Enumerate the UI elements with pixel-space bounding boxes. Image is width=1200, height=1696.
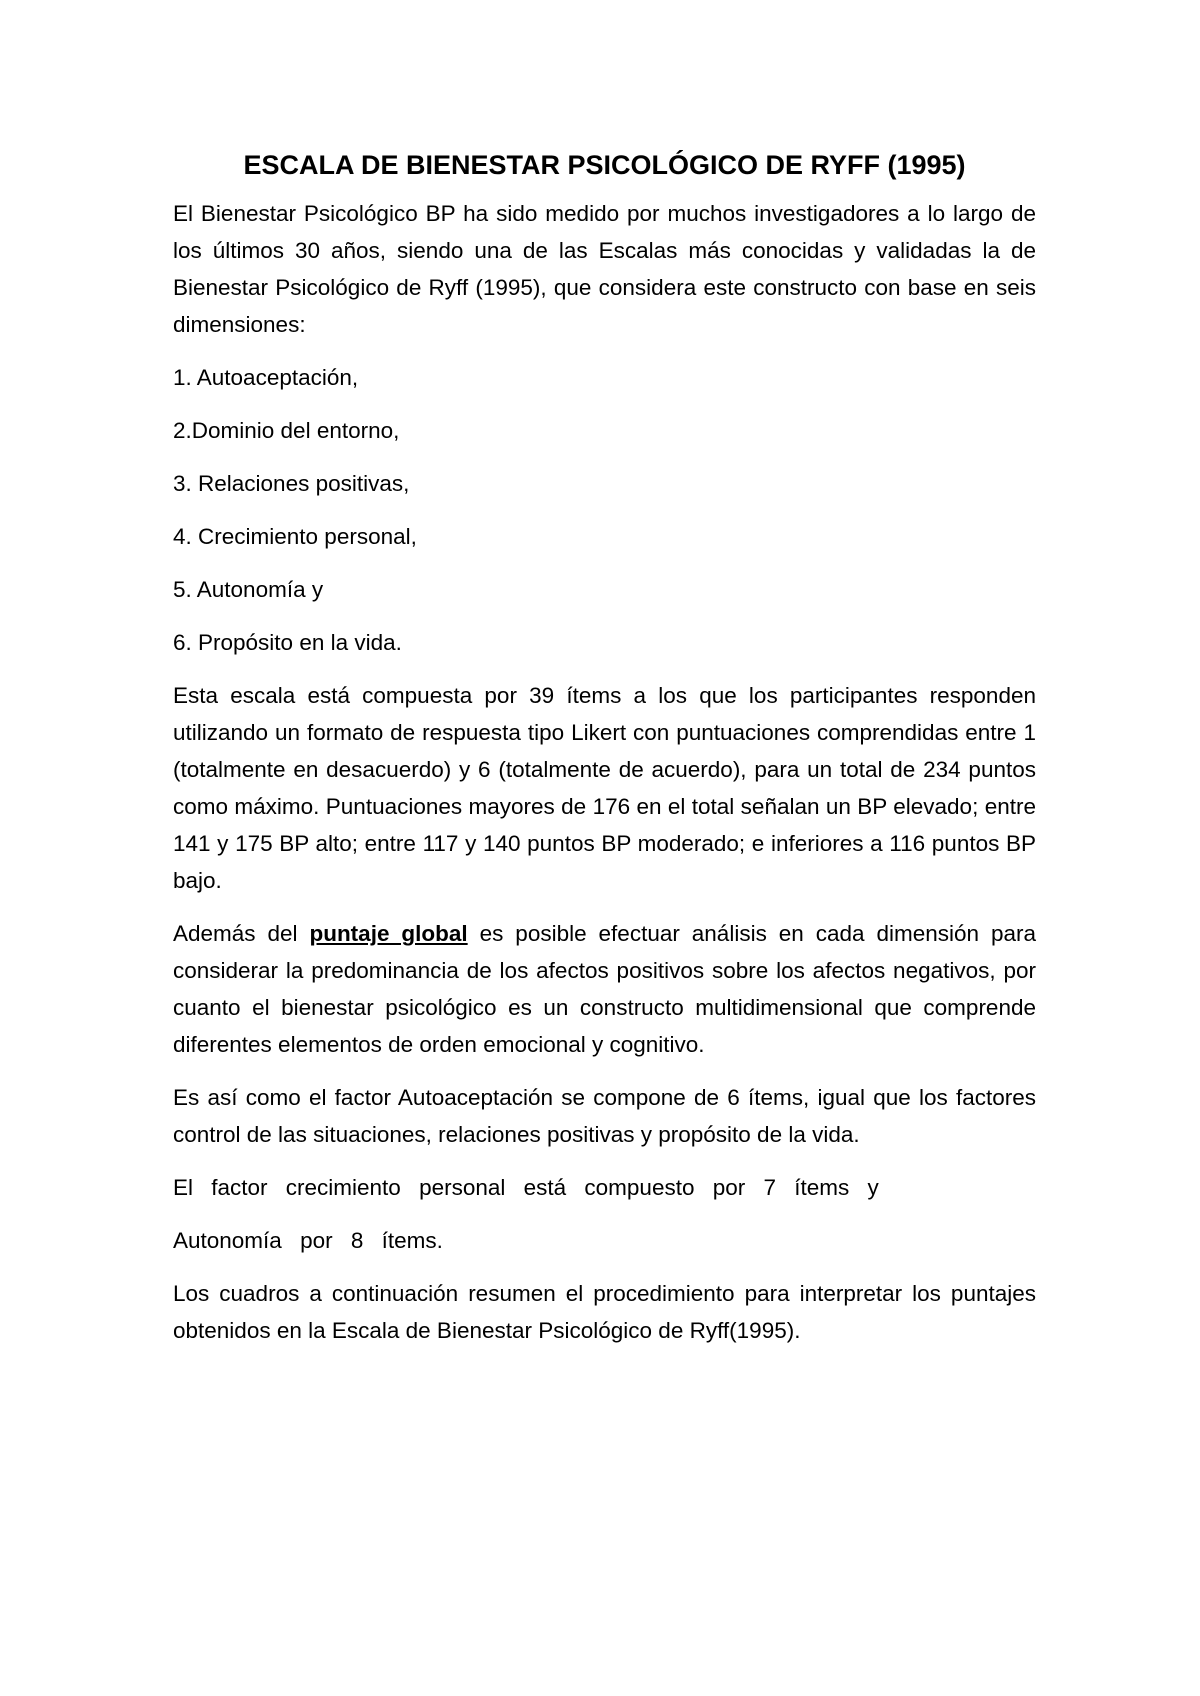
global-score-text-before: Además del	[173, 921, 310, 946]
dimension-item: 2.Dominio del entorno,	[173, 418, 400, 443]
dimension-item: 3. Relaciones positivas,	[173, 471, 410, 496]
global-score-text-after: es posible efectuar análisis en cada dimensión para considerar la predominancia de los afectos positivos sobre los afectos negativos, por cuanto el bienestar psicológico es un constructo multidimensional que comprende diferentes elementos de orden emocional y cognitivo.	[173, 921, 1036, 1057]
dimension-item: 6. Propósito en la vida.	[173, 630, 402, 655]
closing-paragraph: Los cuadros a continuación resumen el procedimiento para interpretar los puntajes obtenidos en la Escala de Bienestar Psicológico de Ryff(1995).	[173, 1281, 1036, 1343]
global-score-emphasis: puntaje global	[309, 921, 468, 946]
factor-items-paragraph: Es así como el factor Autoaceptación se compone de 6 ítems, igual que los factores control de las situaciones, relaciones positivas y propósito de la vida.	[173, 1085, 1036, 1147]
document-title: ESCALA DE BIENESTAR PSICOLÓGICO DE RYFF (1995)	[243, 150, 966, 180]
autonomy-items-paragraph: Autonomía por 8 ítems.	[173, 1228, 443, 1253]
growth-items-paragraph: El factor crecimiento personal está compuesto por 7 ítems y	[173, 1175, 879, 1200]
dimensions-list	[173, 359, 1036, 661]
intro-paragraph: El Bienestar Psicológico BP ha sido medido por muchos investigadores a lo largo de los últimos 30 años, siendo una de las Escalas más conocidas y validadas la de Bienestar Psicológico de Ryff (1995), que considera este constructo con base en seis dimensiones:	[173, 201, 1036, 337]
global-score-paragraph	[173, 915, 1036, 1063]
scale-description-paragraph: Esta escala está compuesta por 39 ítems a los que los participantes responden utilizando un formato de respuesta tipo Likert con puntuaciones comprendidas entre 1 (totalmente en desacuerdo) y 6 (totalmente de acuerdo), para un total de 234 puntos como máximo. Puntuaciones mayores de 176 en el total señalan un BP elevado; entre 141 y 175 BP alto; entre 117 y 140 puntos BP moderado; e inferiores a 116 puntos BP bajo.	[173, 683, 1036, 893]
dimension-item: 5. Autonomía y	[173, 577, 324, 602]
document-page	[173, 150, 1036, 1365]
dimension-item: 4. Crecimiento personal,	[173, 524, 417, 549]
dimension-item: 1. Autoaceptación,	[173, 365, 359, 390]
